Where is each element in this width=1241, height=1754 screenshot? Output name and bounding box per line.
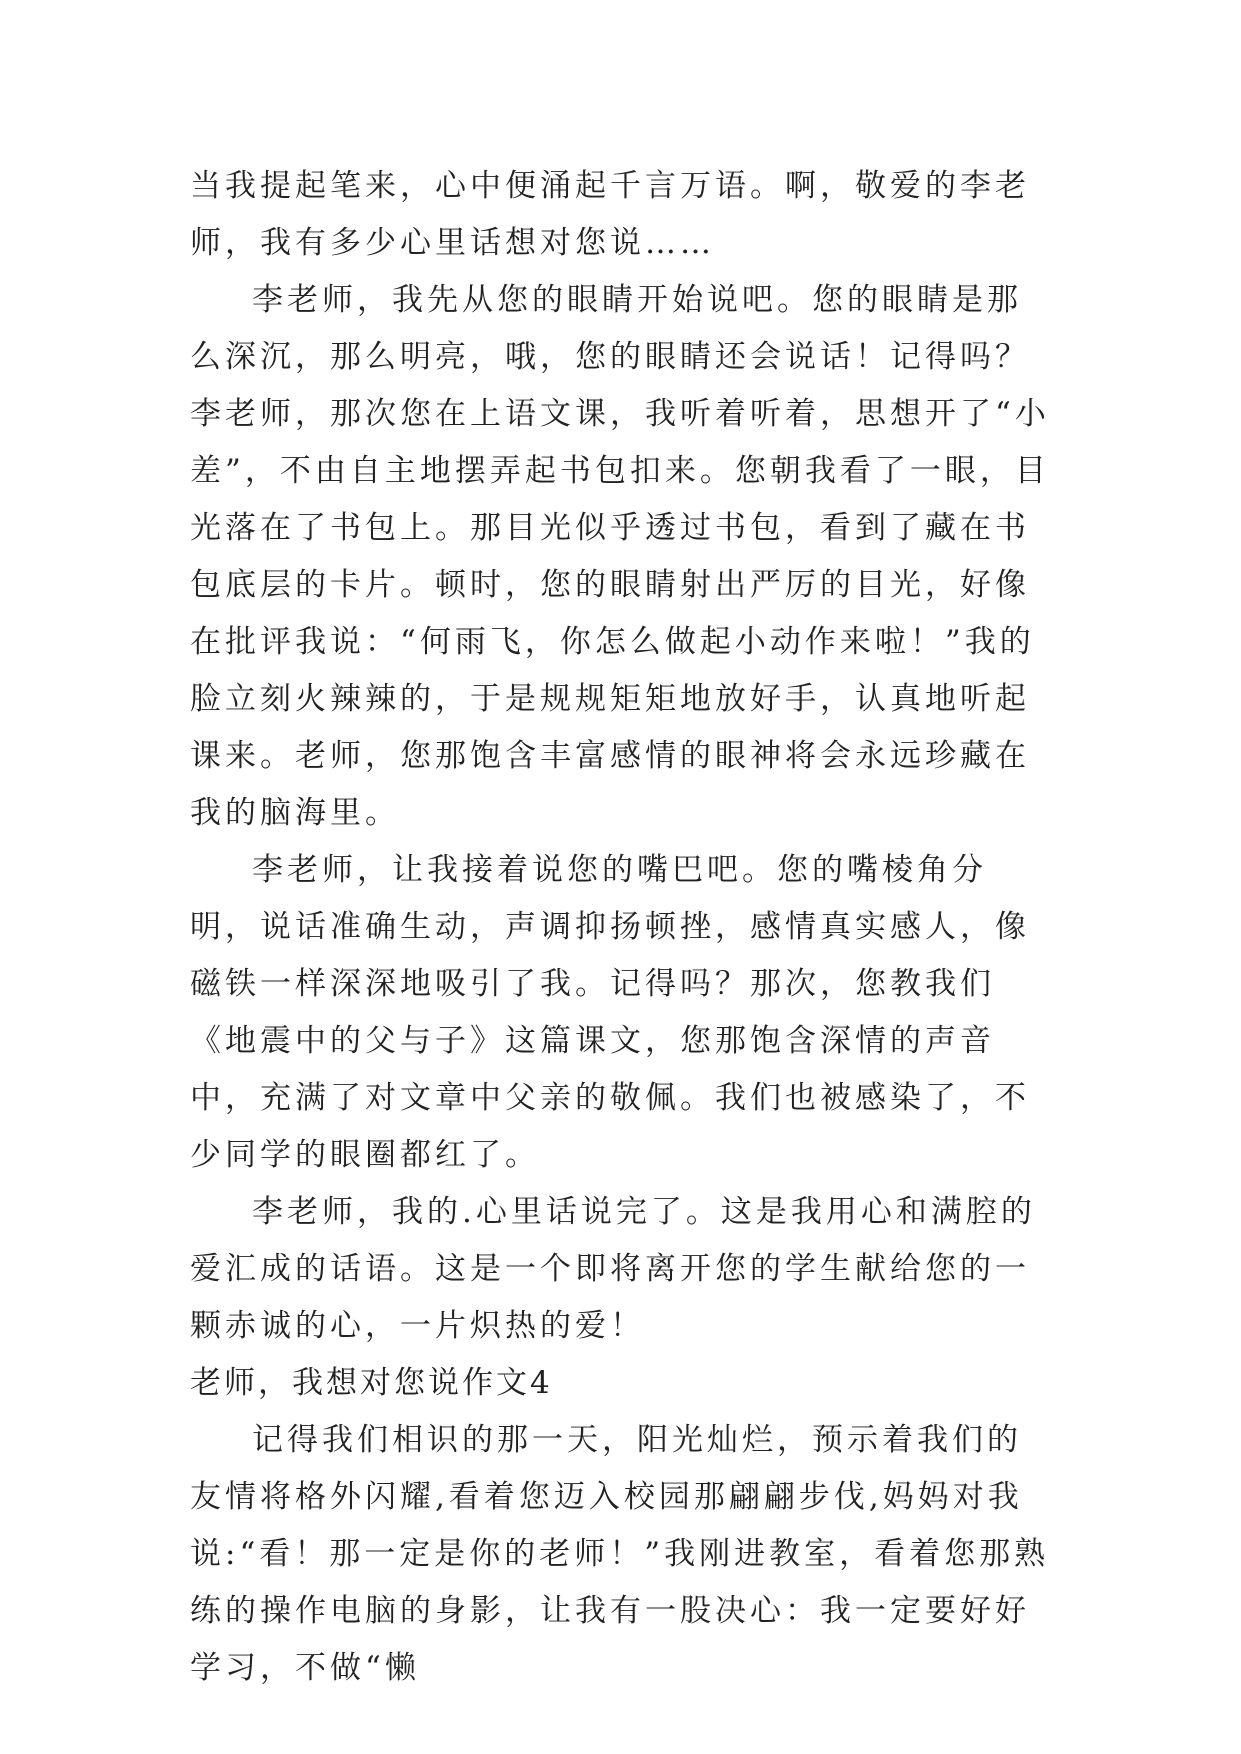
paragraph-first-day: 记得我们相识的那一天，阳光灿烂，预示着我们的友情将格外闪耀,看着您迈入校园那翩翩步伐,妈妈对我说:“看！那一定是你的老师！”我刚进教室，看着您那熟练的操作电脑的身影，让我有一股决心：我一定要好好学习，不做“懒 [190,1422,1050,1686]
essay-heading: 老师，我想对您说作文4 [190,1365,553,1401]
paragraph-closing: 李老师，我的.心里话说完了。这是我用心和满腔的爱汇成的话语。这是一个即将离开您的学生献给您的一颗赤诚的心，一片炽热的爱！ [190,1194,1036,1344]
paragraph-mouth: 李老师，让我接着说您的嘴巴吧。您的嘴棱角分明，说话准确生动，声调抑扬顿挫，感情真实感人，像磁铁一样深深地吸引了我。记得吗？那次，您教我们《地震中的父与子》这篇课文，您那饱含深情的声音中，充满了对文章中父亲的敬佩。我们也被感染了，不少同学的眼圈都红了。 [190,852,1030,1173]
paragraph-intro: 当我提起笔来，心中便涌起千言万语。啊，敬爱的李老师，我有多少心里话想对您说…… [190,168,1030,261]
paragraph-eyes: 李老师，我先从您的眼睛开始说吧。您的眼睛是那么深沉，那么明亮，哦，您的眼睛还会说话！记得吗？李老师，那次您在上语文课，我听着听着，思想开了“小差”，不由自主地摆弄起书包扣来。您朝我看了一眼，目光落在了书包上。那目光似乎透过书包，看到了藏在书包底层的卡片。顿时，您的眼睛射出严厉的目光，好像在批评我说：“何雨飞，你怎么做起小动作来啦！”我的脸立刻火辣辣的，于是规规矩矩地放好手，认真地听起课来。老师，您那饱含丰富感情的眼神将会永远珍藏在我的脑海里。 [190,282,1050,831]
document-body [190,158,1050,1697]
